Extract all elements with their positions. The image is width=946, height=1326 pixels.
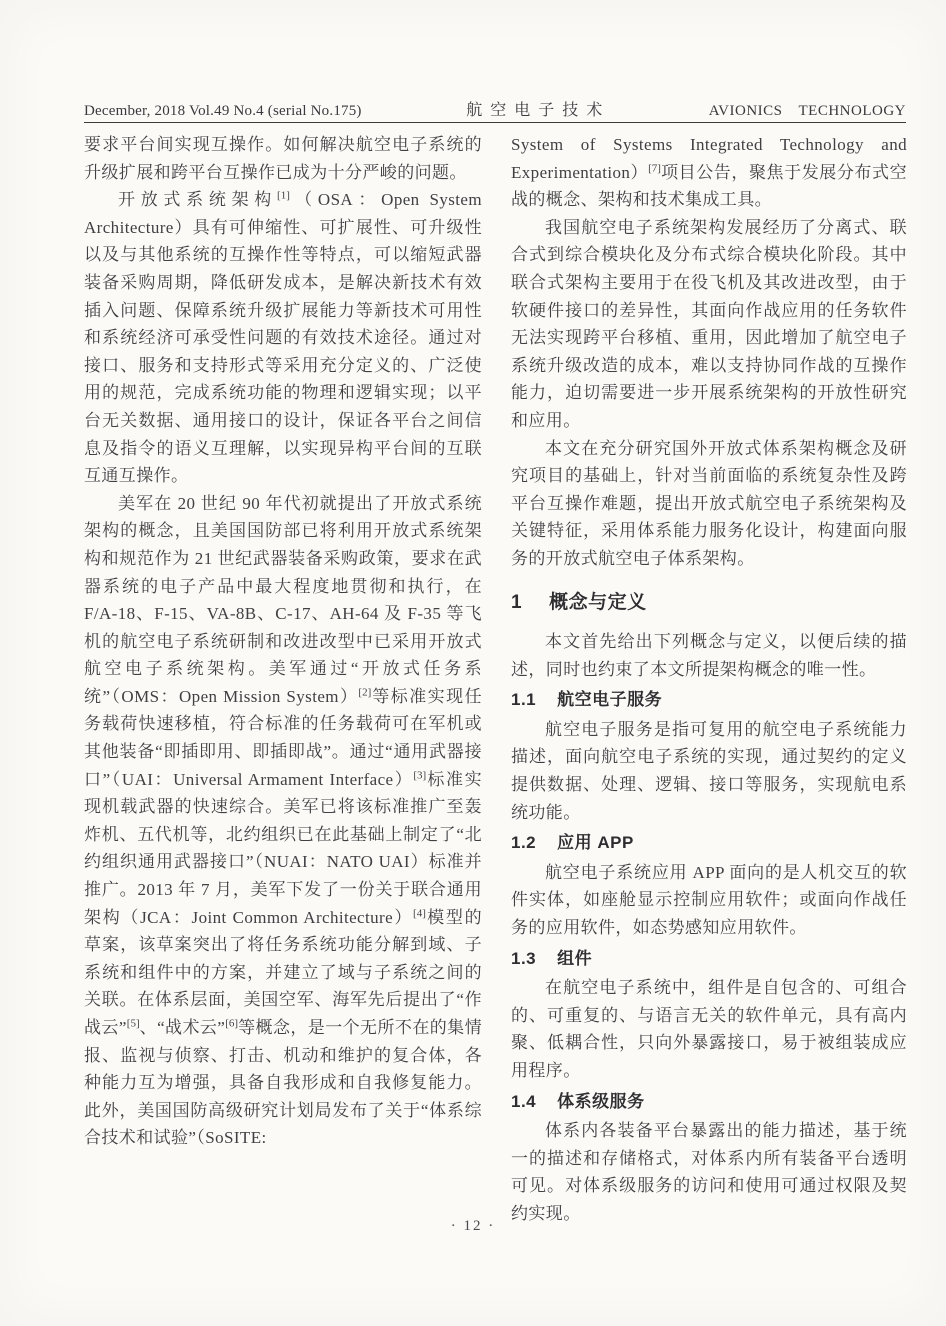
paragraph: 开放式系统架构[1]（OSA：Open System Architecture）具有可伸缩性、可扩展性、可升级性以及与其他系统的互操作性等特点，可以缩短武器装备采购周期，降低研发成本，是解决新技术有效插入问题、保障系统升级扩展能力等新技术可用性和系统经济可承受性问题的有效技术途径。通过对接口、服务和支持形式等采用充分定义的、广泛使用的规范，完成系统功能的物理和逻辑实现；以平台无关数据、通用接口的设计，保证各平台之间信息及指令的语义互理解，以实现异构平台间的互联互通互操作。 bbox=[84, 189, 482, 486]
subsection-heading bbox=[511, 829, 907, 857]
paragraph: 我国航空电子系统架构发展经历了分离式、联合式到综合模块化及分布式综合模块化阶段。其中联合式架构主要用于在役飞机及其改进改型，由于软硬件接口的差异性，其面向作战应用的任务软件无法实现跨平台移植、重用，因此增加了航空电子系统升级改造的成本，难以支持协同作战的互操作能力，迫切需要进一步开展系统架构的开放性研究和应用。 bbox=[511, 217, 907, 430]
heading-number: 1.1 bbox=[511, 690, 537, 710]
page-header bbox=[84, 97, 906, 120]
heading-title: 航空电子服务 bbox=[557, 690, 663, 710]
citation-ref: [2] bbox=[358, 686, 372, 699]
heading-title: 概念与定义 bbox=[549, 591, 647, 613]
heading-title: 应用 APP bbox=[557, 833, 634, 853]
citation-ref: [1] bbox=[277, 189, 290, 202]
header-rule bbox=[84, 122, 906, 123]
paragraph: 航空电子系统应用 APP 面向的是人机交互的软件实体，如座舱显示控制应用软件；或面向作战任务的应用软件，如态势感知应用软件。 bbox=[511, 862, 907, 938]
left-column bbox=[84, 131, 482, 1152]
citation-ref: [5] bbox=[126, 1017, 140, 1030]
heading-number: 1 bbox=[511, 591, 523, 613]
journal-title-cn: 航 空 电 子 技 术 bbox=[466, 102, 605, 119]
heading-number: 1.4 bbox=[511, 1091, 537, 1111]
paragraph: 要求平台间实现互操作。如何解决航空电子系统的升级扩展和跨平台互操作已成为十分严峻的问题。 bbox=[84, 135, 482, 182]
issue-info: December, 2018 Vol.49 No.4 (serial No.175) bbox=[84, 103, 362, 119]
citation-ref: [4] bbox=[413, 906, 426, 919]
heading-title: 组件 bbox=[557, 948, 593, 968]
heading-number: 1.2 bbox=[511, 833, 537, 853]
paragraph: 本文在充分研究国外开放式体系架构概念及研究项目的基础上，针对当前面临的系统复杂性及跨平台互操作难题，提出开放式航空电子系统架构及关键特征，采用体系能力服务化设计，构建面向服务的开放式航空电子体系架构。 bbox=[511, 438, 907, 568]
subsection-heading bbox=[511, 1088, 907, 1116]
heading-title: 体系级服务 bbox=[557, 1091, 645, 1111]
page-number: · 12 · bbox=[450, 1218, 496, 1234]
citation-ref: [3] bbox=[413, 769, 427, 781]
paragraph: 航空电子服务是指可复用的航空电子系统能力描述，面向航空电子系统的实现，通过契约的定义提供数据、处理、逻辑、接口等服务，实现航电系统功能。 bbox=[511, 719, 907, 822]
paragraph: 体系内各装备平台暴露出的能力描述，基于统一的描述和存储格式，对体系内所有装备平台透明可见。对体系级服务的访问和使用可通过权限及契约实现。 bbox=[511, 1121, 907, 1223]
paragraph: 美军在 20 世纪 90 年代初就提出了开放式系统架构的概念，且美国国防部已将利用开放式系统架构和规范作为 21 世纪武器装备采购政策，要求在武器系统的电子产品中最大程度地贯彻和执行，在 F/A-18、F-15、VA-8B、C-17、AH-64 及 F-35 等飞机的航空电子系统研制和改进改型中已采用开放式航空电子系统架构。美军通过“开放式任务系统”（OMS：Open Mission System）[2]等标准实现任务载荷快速移植，符合标准的任务载荷可在军机或其他装备“即插即用、即插即战”。通过“通用武器接口”（UAI：Universal Armament Interface）[3]标准实现机载武器的快速综合。美军已将该标准推广至轰炸机、五代机等，北约组织已在此基础上制定了“北约组织通用武器接口”（NUAI：NATO UAI）标准并推广。2013 年 7 月，美军下发了一份关于联合通用架构（JCA：Joint Common Architecture）[4]模型的草案，该草案突出了将任务系统功能分解到域、子系统和组件中的方案，并建立了域与子系统之间的关联。在体系层面，美国空军、海军先后提出了“作战云”[5]、“战术云”[6]等概念，是一个无所不在的集情报、监视与侦察、打击、机动和维护的复合体，各种能力互为增强，具备自我形成和自我修复能力。此外，美国国防高级研究计划局发布了关于“体系综合技术和试验”（SoSITE: bbox=[84, 493, 482, 1148]
subsection-heading bbox=[511, 945, 907, 973]
subsection-heading bbox=[511, 686, 907, 714]
paragraph: System of Systems Integrated Technology and Experimentation）[7]项目公告，聚焦于发展分布式空战的概念、架构和技术集成工具。 bbox=[511, 135, 907, 210]
paragraph: 本文首先给出下列概念与定义，以便后续的描述，同时也约束了本文所提架构概念的唯一性。 bbox=[511, 632, 907, 679]
journal-title-en: AVIONICS TECHNOLOGY bbox=[708, 103, 906, 119]
paragraph: 在航空电子系统中，组件是自包含的、可组合的、可重复的、与语言无关的软件单元，具有高内聚、低耦合性，只向外暴露接口，易于被组装成应用程序。 bbox=[511, 978, 907, 1080]
right-column bbox=[511, 131, 907, 1228]
section-heading bbox=[511, 589, 907, 617]
citation-ref: [7] bbox=[648, 161, 661, 174]
heading-number: 1.3 bbox=[511, 948, 537, 968]
citation-ref: [6] bbox=[225, 1017, 239, 1030]
